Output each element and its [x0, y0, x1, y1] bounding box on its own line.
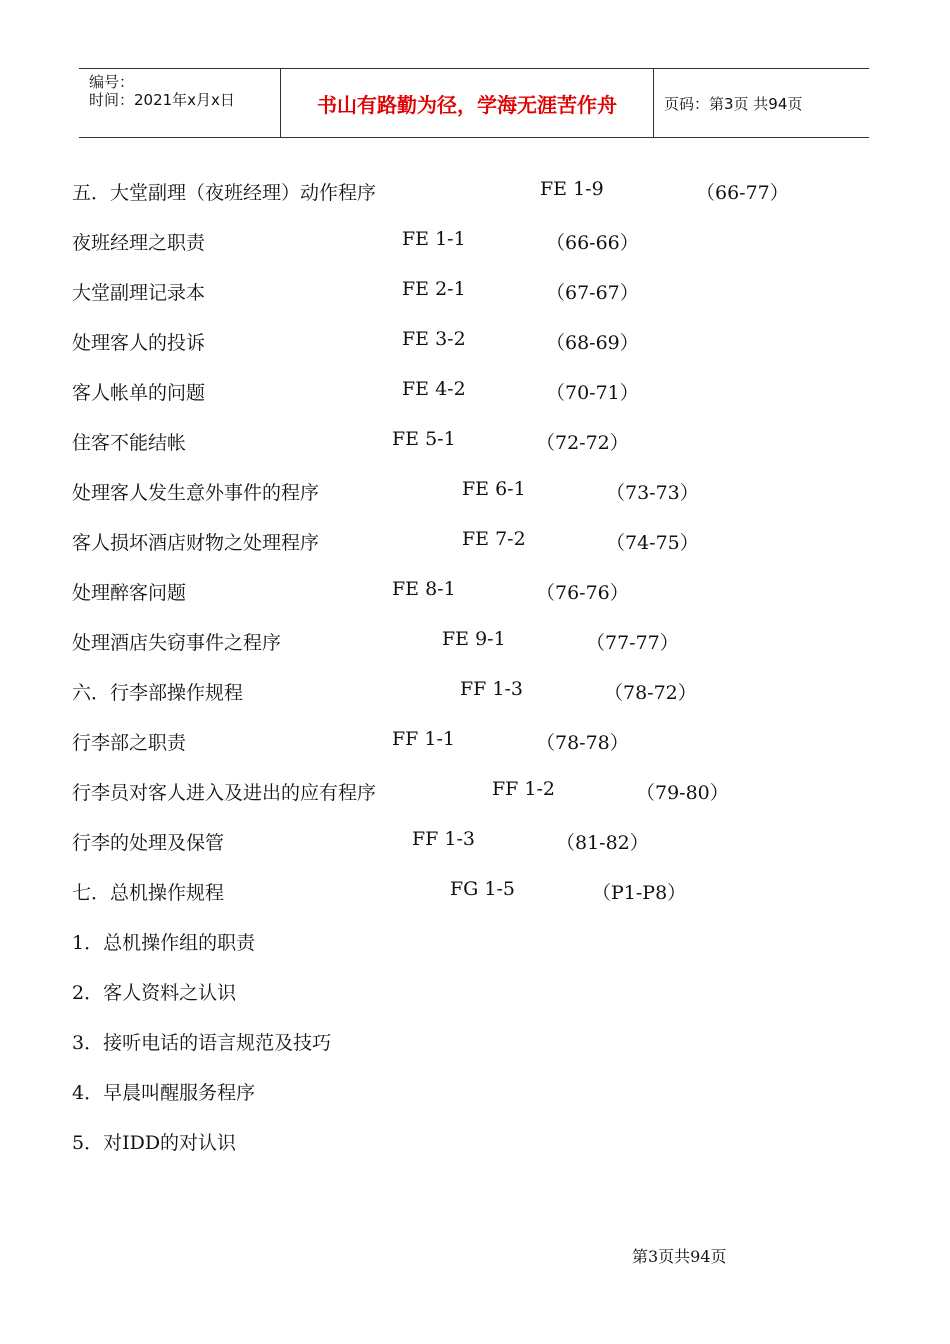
toc-entry-title: 1．总机操作组的职责 [72, 932, 256, 954]
toc-entry-title: 处理醉客问题 [72, 582, 187, 604]
toc-entry-title: 行李部之职责 [72, 732, 187, 754]
toc-entry-pages: （76-76） [536, 582, 629, 604]
toc-entry-code: FF 1-2 [492, 778, 556, 800]
header-motto: 书山有路勤为径，学海无涯苦作舟 [317, 92, 617, 117]
toc-entry-title: 行李的处理及保管 [72, 832, 225, 854]
header-divider [653, 69, 654, 137]
toc-entry-pages: （P1-P8） [592, 882, 687, 904]
toc-entry-pages: （81-82） [556, 832, 649, 854]
toc-entry-pages: （79-80） [636, 782, 729, 804]
toc-entry-title: 2．客人资料之认识 [72, 982, 237, 1004]
toc-entry-code: FE 1-1 [402, 228, 466, 250]
toc-entry-code: FE 6-1 [462, 478, 526, 500]
toc-entry-pages: （73-73） [606, 482, 699, 504]
toc-entry-title: 处理客人发生意外事件的程序 [72, 482, 320, 504]
toc-entry-code: FE 3-2 [402, 328, 466, 350]
date-line: 时间：2021年x月x日 [89, 91, 235, 109]
toc-entry-code: FF 1-3 [460, 678, 524, 700]
page-header [79, 68, 869, 138]
toc-entry-title: 七．总机操作规程 [72, 882, 225, 904]
toc-entry-pages: （78-72） [604, 682, 697, 704]
page-footer: 第3页共94页 [632, 1247, 727, 1266]
header-meta [79, 69, 279, 137]
toc-entry-code: FF 1-3 [412, 828, 476, 850]
toc-entry-pages: （66-66） [546, 232, 639, 254]
toc-entry-pages: （72-72） [536, 432, 629, 454]
toc-entry-title: 客人损坏酒店财物之处理程序 [72, 532, 320, 554]
toc-entry-pages: （68-69） [546, 332, 639, 354]
toc-entry-code: FE 8-1 [392, 578, 456, 600]
toc-entry-code: FE 4-2 [402, 378, 466, 400]
toc-entry-pages: （66-77） [696, 182, 789, 204]
toc-entry-pages: （78-78） [536, 732, 629, 754]
toc-entry-title: 五．大堂副理（夜班经理）动作程序 [72, 182, 377, 204]
toc-entry-title: 夜班经理之职责 [72, 232, 206, 254]
toc-entry-code: FE 1-9 [540, 178, 604, 200]
header-page-info: 页码：第3页 共94页 [664, 94, 803, 113]
toc-entry-title: 处理酒店失窃事件之程序 [72, 632, 282, 654]
toc-entry-title: 5．对IDD的对认识 [72, 1132, 237, 1154]
toc-entry-pages: （77-77） [586, 632, 679, 654]
toc-entry-title: 大堂副理记录本 [72, 282, 206, 304]
toc-entry-title: 行李员对客人进入及进出的应有程序 [72, 782, 377, 804]
toc-entry-title: 六．行李部操作规程 [72, 682, 244, 704]
number-label: 编号： [89, 73, 135, 91]
toc-entry-code: FE 2-1 [402, 278, 466, 300]
toc-entry-code: FE 5-1 [392, 428, 456, 450]
toc-entry-title: 4．早晨叫醒服务程序 [72, 1082, 256, 1104]
toc-entry-pages: （70-71） [546, 382, 639, 404]
toc-entry-code: FF 1-1 [392, 728, 456, 750]
toc-entry-title: 住客不能结帐 [72, 432, 187, 454]
toc-entry-code: FE 7-2 [462, 528, 526, 550]
toc-entry-pages: （67-67） [546, 282, 639, 304]
toc-entry-title: 客人帐单的问题 [72, 382, 206, 404]
toc-entry-title: 处理客人的投诉 [72, 332, 206, 354]
toc-entry-code: FE 9-1 [442, 628, 506, 650]
toc-entry-pages: （74-75） [606, 532, 699, 554]
toc-entry-code: FG 1-5 [450, 878, 515, 900]
toc-entry-title: 3．接听电话的语言规范及技巧 [72, 1032, 332, 1054]
